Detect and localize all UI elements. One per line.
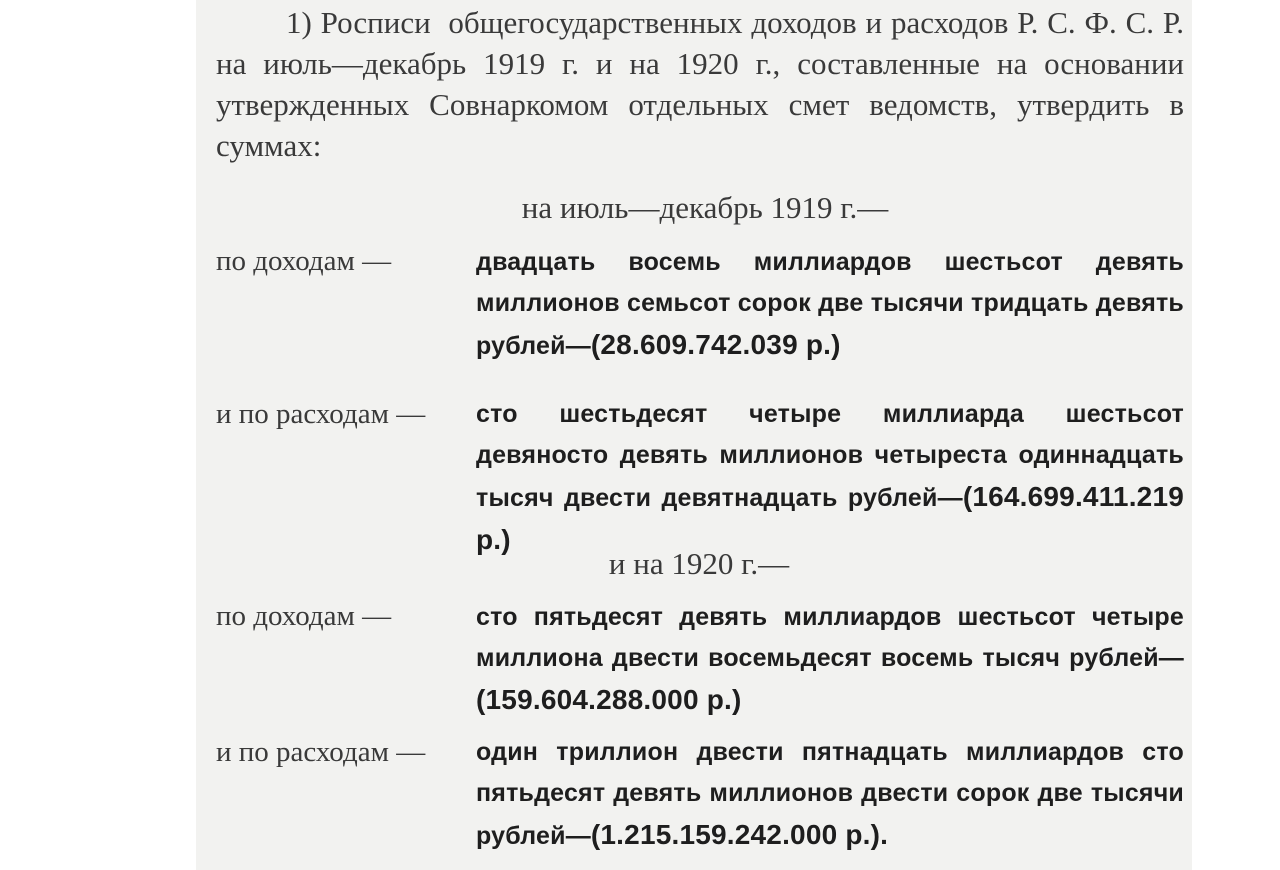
label-expense-1919: и по расходам — — [216, 398, 426, 430]
label-expense-1920: и по расходам — — [216, 736, 426, 768]
label-income-1919: по доходам — — [216, 245, 392, 277]
amount-income-1920 — [476, 597, 1184, 722]
amount-figure: (159.604.288.000 р.) — [476, 684, 742, 715]
amount-words: один триллион двести пятнадцать миллиардов сто пятьдесят девять миллионов двести сорок две тысячи рублей— — [476, 738, 1184, 850]
amount-expense-1920 — [476, 732, 1184, 857]
amount-words: двадцать восемь миллиардов шестьсот девять миллионов семьсот сорок две тысячи тридцать девять рублей— — [476, 248, 1184, 360]
amount-figure: (1.215.159.242.000 р.). — [590, 819, 889, 850]
intro-paragraph — [216, 2, 1184, 166]
amount-words: сто пятьдесят девять миллиардов шестьсот четыре миллиона двести восемьдесят восемь тысяч рублей— — [476, 603, 1184, 672]
amount-income-1919 — [476, 242, 1184, 367]
amount-figure: (164.699.411.219 р.) — [476, 481, 1184, 555]
amount-figure: (28.609.742.039 р.) — [590, 329, 841, 360]
heading-1919: на июль—декабрь 1919 г.— — [521, 190, 889, 225]
heading-1920: и на 1920 г.— — [608, 546, 790, 581]
intro-lead: 1) Росписи — [286, 5, 431, 40]
intro-text: общегосударственных доходов и расходов Р. С. Ф. С. Р. на июль—декабрь 1919 г. и на 1920 г., составленные на основании утвержденных Совнаркомом отдельных смет ведомств, утвердить в суммах: — [216, 5, 1184, 163]
amount-words: сто шестьдесят четыре миллиарда шестьсот девяносто девять миллионов четыреста одиннадцать тысяч двести девятнадцать рублей— — [476, 400, 1184, 512]
amount-expense-1919 — [476, 394, 1184, 562]
label-income-1920: по доходам — — [216, 600, 392, 632]
